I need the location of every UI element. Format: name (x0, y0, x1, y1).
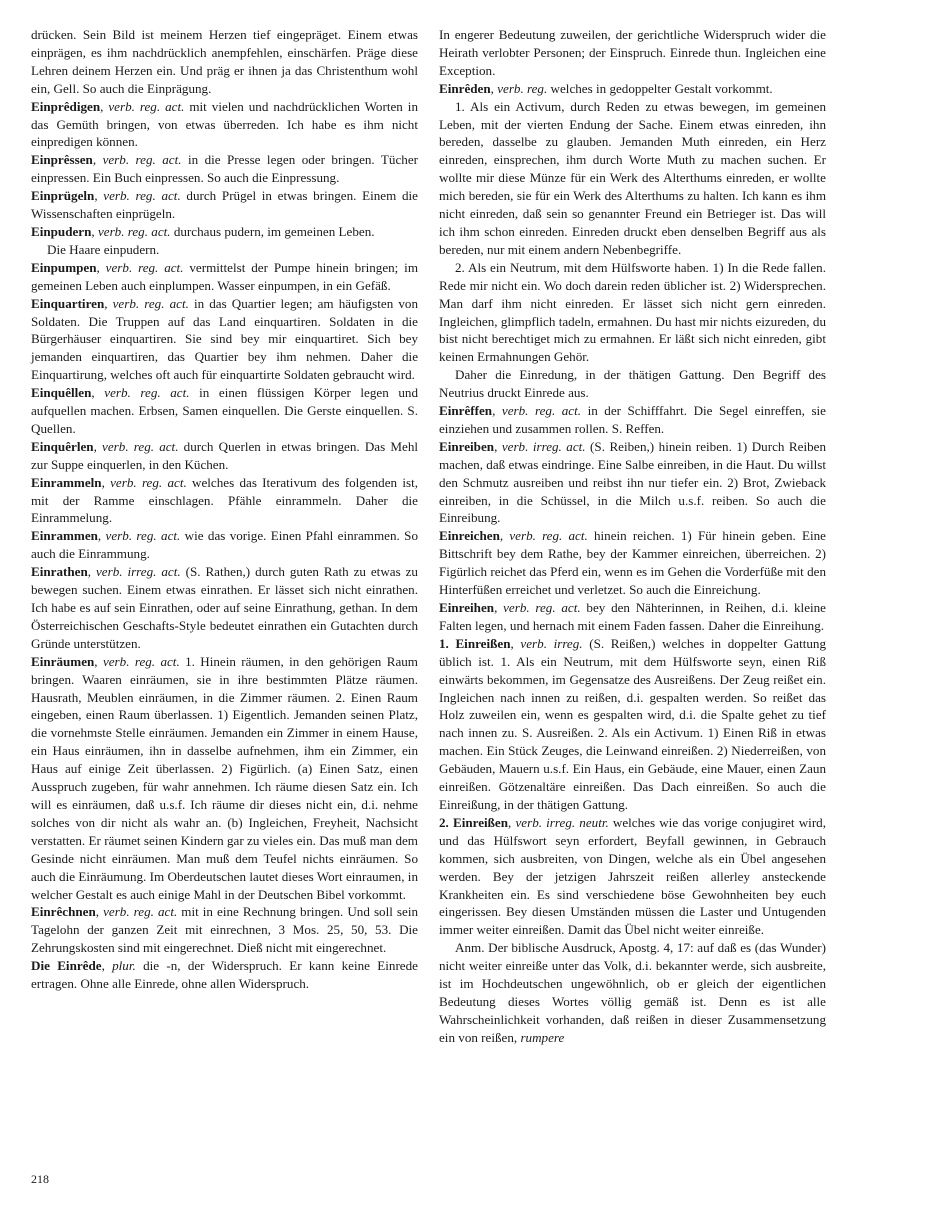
dictionary-entry (31, 384, 418, 438)
headword: 1. Einreißen (439, 635, 511, 651)
dictionary-entry (439, 599, 826, 635)
headword: Die Einrêde (31, 958, 102, 974)
entry-text: , (93, 438, 103, 454)
entry-text: , (510, 635, 521, 651)
headword: Einrammeln (31, 474, 102, 490)
entry-text: , (91, 385, 105, 401)
entry-text: (S. Rathen,) durch guten Rath zu etwas zu bewegen suchen. Einem etwas einrathen. Er lässet sich nicht einrathen. Ich habe es auf sein Einrathen, oder auf seine Einrathung, gethan. In dem Österreichischen Geschafts-Style bedeutet einrathen ein Gutachten durch Gründe unterstützen. (31, 564, 418, 651)
entry-text: , (95, 904, 104, 920)
headword: Einquêrlen (31, 438, 94, 454)
entry-text: durchaus pudern, im gemeinen Leben. (170, 223, 375, 239)
right-column (439, 26, 826, 1047)
grammar-label: verb. reg. act. (509, 528, 588, 544)
grammar-label: verb. reg. act. (105, 259, 184, 275)
entry-text: (S. Reiben,) hinein reiben. 1) Durch Reiben machen, daß etwas eindringe. Eine Salbe einreiben, in die Haut. Du willst den Schmutz ausreiben und reibst ihn nur tiefer ein. 2) Brot, Zwieback einreiben, in die Schüssel, in die Milch u.s.f. reiben. So auch die Einreibung. (439, 438, 826, 526)
headword: Einreiben (439, 438, 495, 454)
dictionary-entry (31, 295, 418, 385)
dictionary-entry (439, 438, 826, 528)
grammar-label: verb. reg. act. (110, 474, 187, 490)
entry-text: Die Haare einpudern. (47, 241, 160, 257)
grammar-label: verb. reg. act. (103, 904, 178, 920)
entry-text: hinein reichen. 1) Für hinein geben. Eine Bittschrift bey dem Rathe, bey der Kammer einreichen, überreichen. 2) Figürlich reichet das Pferd ein, wenn es im Gehen die Vorderfüße mit den Hinterfüßen erreichet und verletzet. So auch die Einreichung. (439, 528, 826, 598)
entry-text: drücken. Sein Bild ist meinem Herzen tief eingepräget. Einem etwas einprägen, es ihm nachdrücklich anempfehlen, einschärfen. Präge diese Lehren deinem Herzen ein. Und präg er ihnen ja das Christenthum wohl ein, Gell. So auch die Einprägung. (31, 27, 418, 96)
grammar-label: plur. (112, 958, 136, 974)
entry-text: , (96, 259, 106, 275)
entry-text: mit in eine Rechnung bringen. Und soll sein Tagelohn der ganzen Zeit mit einrechnen, 3 Mos. 25, 50, 53. Die Zehrungskosten sind mit eingerechnet. Dieß nicht mit eingerechnet. (31, 904, 419, 956)
entry-paragraph (31, 241, 418, 259)
entry-text: die -n, der Widerspruch. Er kann keine Einrede ertragen. Ohne alle Einrede, ohne allen Widerspruch. (31, 958, 418, 992)
entry-text: mit vielen und nachdrücklichen Worten in das Gemüth bringen, von etwas überreden. Ich habe es ihm nicht einpredigen können. (31, 98, 418, 150)
grammar-label: verb. irreg. act. (501, 438, 586, 454)
grammar-label: verb. reg. act. (105, 528, 181, 544)
dictionary-entry (439, 527, 826, 599)
dictionary-entry (439, 635, 826, 814)
entry-text: 2. Als ein Neutrum, mit dem Hülfsworte haben. 1) In die Rede fallen. Rede mir nicht ein. Wo doch darein reden üblicher ist. 2) Widersprechen. Man darf ihm nicht einreden. Er lässet sich nicht gern einreden. Ingleichen, glimpflich tadeln, ermahnen. Du hast mir nichts eizureden, du bist nicht berechtiget mich zu ermahnen. Er läßt sich nicht einreden, gibt keinen Ermahnungen Gehör. (439, 259, 826, 365)
entry-text: , (92, 152, 103, 168)
entry-text: durch Querlen in etwas bringen. Das Mehl zur Suppe einquerlen, in den Küchen. (31, 438, 419, 472)
entry-text: , (100, 98, 109, 114)
entry-text: Anm. Der biblische Ausdruck, Apostg. 4, 17: auf daß es (das Wunder) nicht weiter einreiße unter das Volk, d.i. bekannter werde, sich ausbreite, ist im Hochdeutschen ungewöhnlich, ob er gleich der eigentlichen Bedeutung dieses Wortes völlig gemäß ist. Denn es ist alle Wahrscheinlichkeit vorhanden, daß reißen in dieser Zusammensetzung ein von reißen, (439, 940, 826, 1045)
grammar-label: verb. reg. act. (112, 295, 189, 311)
headword: Einquêllen (31, 385, 92, 401)
entry-text: , (97, 528, 106, 544)
entry-paragraph (439, 98, 826, 259)
headword: 2. Einreißen (439, 814, 509, 830)
headword: Einrathen (31, 564, 88, 580)
entry-text: 1. Als ein Activum, durch Reden zu etwas bewegen, im gemeinen Leben, mit der vierten Endung der Sache. Einem etwas einreden, ihn bereden, dasselbe zu glauben. Jemanden Muth einreden, ein Herz einreden, einsprechen, ihm durch Worte Muth zu machen suchen. Er wollte mir diese Münze für ein Werk des Alterthums einreden, er wollte mich bereden, sie für ein Werk des Alterthums zu halten. Ich kann es ihm nicht einreden, daß sein so genannter Freund ein Betrieger ist. Das will ich ihm schon einreden. Einreden druckt eben denselben Begriff aus als bereden, nur mit einem andern Nebenbegriffe. (439, 98, 826, 257)
entry-text: welches wie das vorige conjugiret wird, und das Hülfswort seyn erfordert, Beyfall gewinnen, in Gebrauch kommen, sich ausbreiten, von Dingen, welche als ein Übel angesehen werden. Bey der jetzigen Jahrszeit reißen allerley ansteckende Krankheiten ein. Es sind verschiedene böse Gewohnheiten bey euch eingerissen. Bey diesen Umständen müssen die Laster und Untugenden immer weiter einreißen. Damit das Übel nicht weiter einreiße. (439, 814, 826, 938)
dictionary-entry (31, 151, 418, 187)
entry-text: In engerer Bedeutung zuweilen, der gerichtliche Widerspruch wider die Heirath verlobter Personen; der Einspruch. Einrede thun. Ingleichen eine Exception. (439, 27, 826, 78)
dictionary-entry (31, 653, 418, 904)
grammar-label: verb. reg. act. (103, 188, 181, 204)
headword: Einpumpen (31, 259, 97, 275)
headword: Einpudern (31, 223, 92, 239)
dictionary-entry (31, 438, 418, 474)
grammar-label: verb. reg. act. (503, 600, 581, 615)
entry-text: , (101, 958, 113, 974)
entry-text: in einen flüssigen Körper legen und aufquellen machen. Erbsen, Samen einquellen. Die Gerste einquellen. S. Quellen. (31, 385, 418, 436)
dictionary-entry (439, 80, 826, 98)
entry-text: vermittelst der Pumpe hinein bringen; im gemeinen Leben auch einplumpen. Wasser einpumpen, in ein Gefäß. (31, 259, 419, 293)
entry-text: bey den Nähterinnen, in Reihen, d.i. kleine Falten legen, und hernach mit einem Faden fassen. Daher die Einreihung. (439, 600, 826, 633)
entry-text: in der Schifffahrt. Die Segel einreffen, sie einziehen und zusammen rollen. S. Reffen. (439, 403, 826, 436)
dictionary-entry (31, 903, 418, 957)
grammar-label: verb. reg. act. (102, 653, 180, 669)
entry-text: , (87, 564, 96, 580)
headword: Einprêdigen (31, 98, 101, 114)
entry-text: wie das vorige. Einen Pfahl einrammen. So auch die Einrammung. (31, 528, 418, 562)
entry-paragraph (31, 26, 418, 98)
headword: Einrêffen (439, 403, 493, 419)
grammar-label: verb. reg. act. (108, 98, 185, 114)
headword: Einreichen (439, 528, 500, 544)
dictionary-entry (31, 187, 418, 223)
grammar-label: verb. reg. act. (501, 403, 582, 419)
entry-text: , (91, 223, 98, 239)
dictionary-entry (31, 223, 418, 241)
dictionary-entry (31, 259, 418, 295)
entry-text: , (94, 188, 104, 204)
entry-text: in die Presse legen oder bringen. Tücher einpressen. Ein Buch einpressen. So auch die Einpressung. (31, 152, 418, 186)
entry-text: , (494, 438, 502, 454)
grammar-label: rumpere (520, 1029, 565, 1045)
dictionary-entry (439, 814, 826, 939)
entry-text: , (490, 80, 498, 96)
dictionary-entry (31, 474, 418, 528)
entry-text: welches das Iterativum des folgenden ist, mit der Ramme einschlagen. Pfähle einrammeln. Daher die Einrammelung. (31, 474, 419, 526)
entry-text: , (508, 814, 516, 830)
headword: Einrêchnen (31, 904, 96, 920)
entry-text: (S. Reißen,) welches in doppelter Gattung üblich ist. 1. Als ein Neutrum, mit dem Hülfsworte seyn, einen Riß einwärts bekommen, im Gegensatze des Ausreißens. Der Zeug reißet ein. Ingleichen nach innen zu reißen, d.i. gespalten werden. So reißet das Holz zuweilen ein, wenn es gespalten wird, d.i. die Spalte gehet zu tief nach innen zu. S. Ausreißen. 2. Als ein Activum. 1) Einen Riß in etwas machen. Ein Stück Zeuges, die Leinwand einreißen. 2) Niederreißen, von Gebäuden, Mauern u.s.f. Ein Haus, ein Gebäude, eine Mauer, einen Zaun einreißen. Götzenaltäre einreißen. Das Dach einreißen. So auch die Einreißung, in der thätigen Gattung. (439, 635, 826, 812)
grammar-label: verb. reg. act. (104, 385, 190, 401)
grammar-label: verb. reg. act. (102, 438, 179, 454)
headword: Einrêden (439, 80, 491, 96)
headword: Einprügeln (31, 188, 95, 204)
entry-text: Daher die Einredung, in der thätigen Gattung. Den Begriff des Neutrius druckt Einrede aus. (439, 367, 826, 401)
page-number: 218 (31, 1172, 49, 1186)
entry-text: , (499, 528, 510, 544)
grammar-label: verb. irreg. (520, 635, 583, 651)
grammar-label: verb. reg. act. (102, 152, 182, 168)
entry-text: 1. Hinein räumen, in den gehörigen Raum bringen. Waaren einräumen, sie in ihre bestimmten Plätze räumen. Hausrath, Meublen einräumen, in die Zimmer räumen. 2. Einen Raum eingeben, einen Raum überlassen. 1) Eigentlich. Jemanden seinen Platz, die vornehmste Stelle einräumen. Jemanden ein Zimmer in einem Hause, ein Haus einräumen, ihn in dasselbe aufnehmen, ihm ein Zimmer, ein Haus auf einige Zeit überlassen. 2) Figürlich. (a) Einen Satz, einen Ausspruch zugeben, für wahr annehmen. Ich räume diesen Satz ein. Ich will es einräumen, daß u.s.f. Ich räume dir dieses nicht ein, d.i. nehme solches von dir nicht als wahr an. (b) Ingleichen, Freyheit, Nachsicht verstatten. Er räumet seinen Kindern gar zu vieles ein. Das muß man dem Gesinde nicht einräumen. Man muß dem Teufel nichts einräumen. So auch die Einräumung. Im Oberdeutschen lautet dieses Wort einraumen, in welcher Gestalt es auch einige Mahl in der Deutschen Bibel vorkommt. (31, 653, 418, 902)
entry-text: , (492, 403, 502, 419)
grammar-label: verb. irreg. act. (95, 564, 181, 580)
dictionary-entry (31, 527, 418, 563)
entry-text: durch Prügel in etwas bringen. Einem die Wissenschaften einprügeln. (31, 188, 418, 222)
headword: Einräumen (31, 653, 95, 669)
dictionary-entry (31, 957, 418, 993)
entry-paragraph (439, 366, 826, 402)
entry-text: , (104, 295, 113, 311)
left-column (31, 26, 418, 993)
entry-paragraph (439, 26, 826, 80)
dictionary-entry (31, 563, 418, 653)
entry-text: , (494, 600, 504, 615)
grammar-label: verb. reg. (497, 80, 548, 96)
headword: Einreihen (439, 600, 495, 615)
entry-text: in das Quartier legen; am häufigsten von Soldaten. Die Truppen auf das Land einquartiren. Soldaten in die Bürgerhäuser einquartiren. Sie sind bey mir einquartiret. Sich bey jemanden einquartiren, das Quartier bey ihm nehmen. Daher die Einquartirung, welches oft auch für einquartirte Soldaten gebraucht wird. (31, 295, 418, 383)
dictionary-entry (439, 402, 826, 438)
headword: Einrammen (31, 528, 98, 544)
headword: Einprêssen (31, 152, 93, 168)
grammar-label: verb. reg. act. (97, 223, 171, 239)
entry-paragraph (439, 259, 826, 366)
headword: Einquartiren (31, 295, 105, 311)
grammar-label: verb. irreg. neutr. (515, 814, 609, 830)
dictionary-entry (31, 98, 418, 152)
entry-text: , (101, 474, 111, 490)
entry-text: welches in gedoppelter Gestalt vorkommt. (547, 80, 773, 96)
entry-paragraph (439, 939, 826, 1046)
entry-text: , (94, 653, 103, 669)
